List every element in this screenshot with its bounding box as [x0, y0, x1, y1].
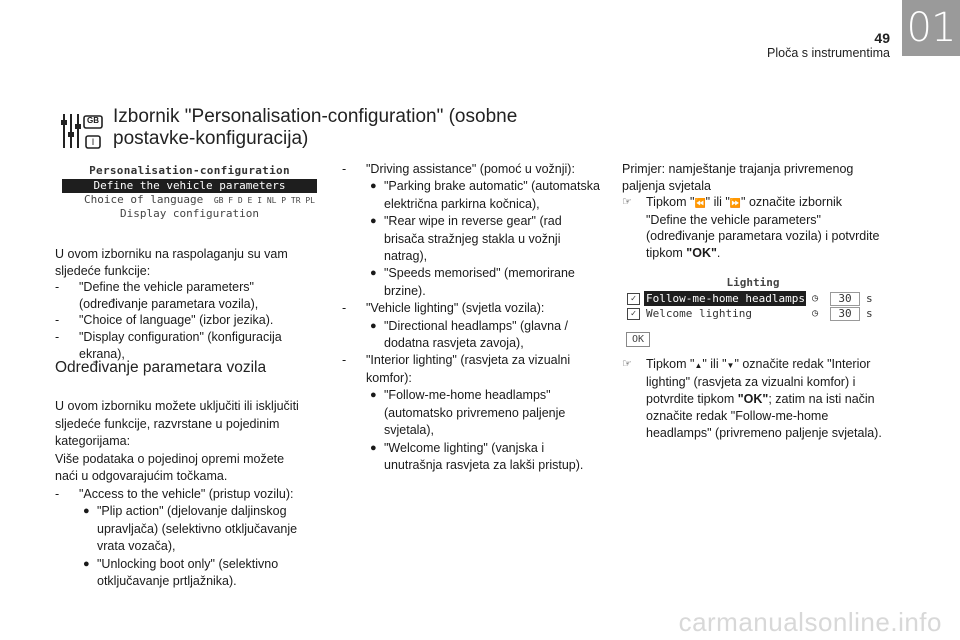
arrow-up-icon: ▲ [694, 361, 703, 370]
instruction-step-2-block [622, 356, 884, 442]
flag-label-gb: GB [87, 116, 99, 125]
bullet-item: ● "Directional headlamps" (glavna / dodatna rasvjeta zavoja), [370, 318, 568, 351]
page-number: 49 [874, 30, 890, 46]
section-title: Ploča s instrumentima [767, 46, 890, 60]
chapter-tab: 01 [902, 0, 960, 56]
list-item: - "Interior lighting" (rasvjeta za vizualni komfor): [342, 353, 571, 385]
bullet-item: ● "Follow-me-home headlamps" (automatsko privremeno paljenje svjetala), [370, 388, 566, 438]
parameters-para-2: Više podataka o pojedinoj opremi možete naći u odgovarajućim točkama. [55, 451, 285, 483]
bullet-item: ● "Rear wipe in reverse gear" (rad brisača stražnjeg stakla u vožnji natrag), [370, 214, 562, 264]
fast-forward-icon: ⏩ [729, 198, 742, 209]
duration-value[interactable]: 30 [830, 307, 860, 321]
list-item: - "Driving assistance" (pomoć u vožnji): [342, 162, 575, 176]
list-item: - "Display configuration" (konfiguracija ekrana), [55, 329, 282, 361]
functions-intro-block [55, 246, 305, 362]
rewind-icon: ⏪ [694, 198, 706, 209]
watermark: carmanualsonline.info [678, 607, 942, 637]
arrow-down-icon: ▼ [726, 361, 735, 370]
bullet-item: ● "Unlocking boot only" (selektivno otključavanje prtljažnika). [83, 556, 279, 588]
lighting-menu-screen [622, 275, 884, 321]
lighting-title: Lighting [726, 276, 780, 289]
bullet-item: ● "Speeds memorised" (memorirane brzine). [370, 266, 575, 298]
list-item: - "Access to the vehicle" (pristup vozilu): [55, 486, 294, 501]
pointer-icon: ☞ [622, 196, 632, 209]
lighting-row-welcome[interactable]: ✓ Welcome lighting ◷ 30 s [622, 306, 884, 321]
bullet-item: ● "Plip action" (djelovanje daljinskog upravljača) (selektivno otključavanje vrata vozača), [83, 504, 298, 553]
example-intro: Primjer: namještanje trajanja privremenog paljenja svjetala [622, 162, 854, 193]
checkbox-checked-icon[interactable]: ✓ [627, 293, 640, 305]
instruction-step: ☞ Tipkom "⏪" ili "⏩" označite izbornik "Define the vehicle parameters" (određivanje parametara vozila) i potvrdite tipkom "OK". [622, 195, 880, 260]
clock-icon: ◷ [812, 293, 819, 304]
menu-item-language-label: Choice of language [84, 193, 204, 206]
section-subheading: Određivanje parametara vozila [55, 359, 267, 376]
ok-button[interactable]: OK [626, 332, 650, 347]
list-item: - "Choice of language" (izbor jezika). [55, 313, 274, 328]
functions-intro: U ovom izborniku na raspolaganju su vam sljedeće funkcije: [55, 247, 288, 278]
duration-value[interactable]: 30 [830, 292, 860, 306]
instruction-step: ☞ Tipkom "▲" ili "▼" označite redak "Interior lighting" (rasvjeta za vizualni komfor) i potvrdite tipkom "OK"; zatim na isti način označite redak "Follow-me-home headlamps" (privremeno paljenje svjetala). [622, 357, 882, 440]
clock-icon: ◷ [812, 308, 819, 319]
menu-heading: Personalisation-configuration [89, 164, 290, 177]
bullet-item: ● "Parking brake automatic" (automatska električna parkirna kočnica), [370, 179, 600, 211]
categories-block [342, 161, 604, 474]
menu-item-language[interactable] [62, 193, 317, 207]
pointer-icon: ☞ [622, 358, 632, 370]
example-block [622, 161, 884, 262]
bullet-item: ● "Welcome lighting" (vanjska i unutrašnja rasvjeta za lakši pristup). [370, 440, 584, 472]
list-item: - "Vehicle lighting" (svjetla vozila): [342, 301, 545, 316]
parameters-block [55, 398, 305, 591]
personalisation-menu-screen [62, 163, 317, 221]
parameters-para: U ovom izborniku možete uključiti ili isključiti sljedeće funkcije, razvrstane u pojedinim kategorijama: [55, 399, 299, 448]
checkbox-checked-icon[interactable]: ✓ [627, 308, 640, 320]
lighting-row-follow-me-home[interactable]: ✓ Follow-me-home headlamps ◷ 30 s [622, 291, 884, 306]
language-flags: GB F D E I NL P TR PL [213, 196, 315, 205]
menu-item-display[interactable]: Display configuration [119, 207, 260, 220]
flag-label-i: I [91, 137, 95, 147]
list-item: - "Define the vehicle parameters" (određivanje parametara vozila), [55, 280, 259, 311]
page-title: Izbornik "Personalisation-configuration" (osobne postavke-konfiguracija) [113, 106, 518, 149]
menu-item-define-parameters[interactable]: Define the vehicle parameters [62, 179, 317, 193]
